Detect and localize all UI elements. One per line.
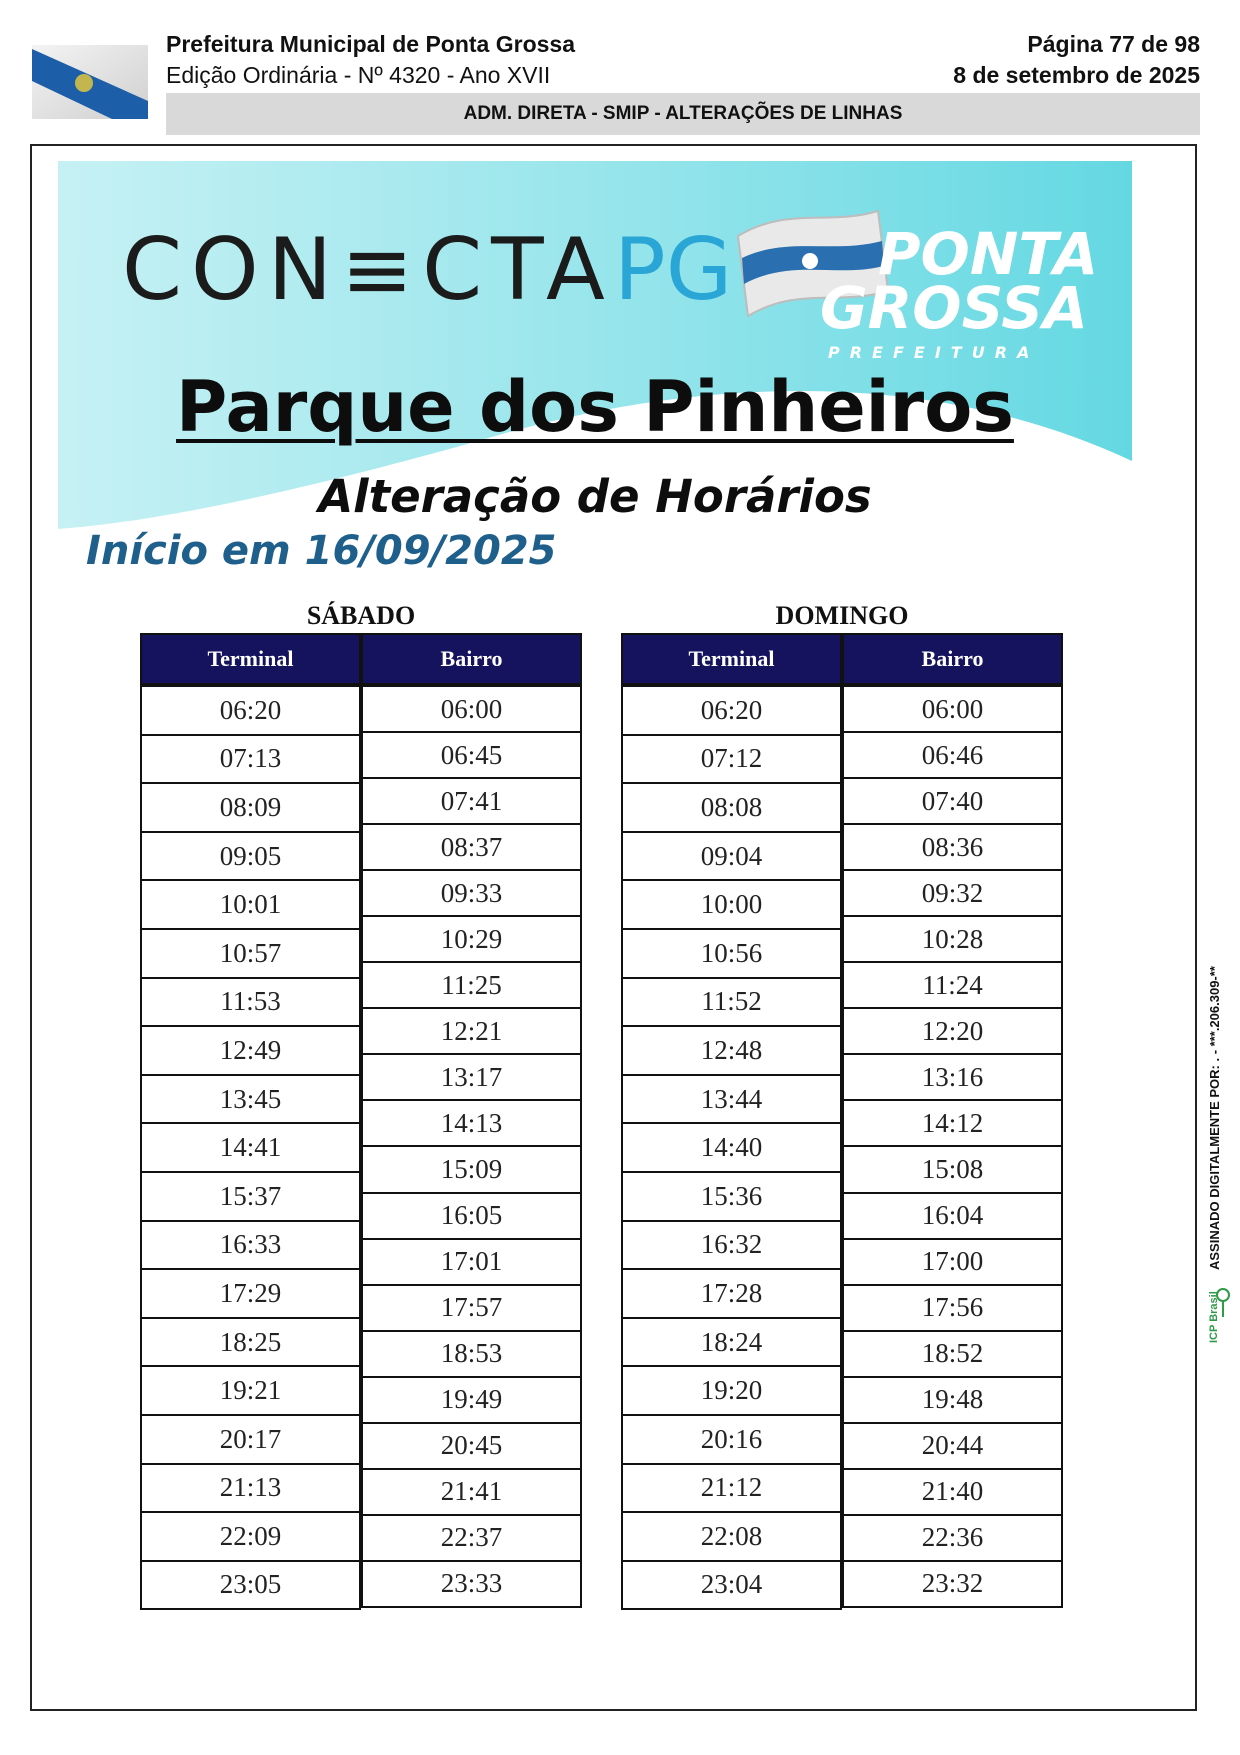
time-cell: 09:32: [844, 869, 1061, 915]
time-cell: 14:41: [142, 1122, 359, 1171]
time-cell: 06:45: [363, 731, 580, 777]
column-body: [621, 685, 842, 1610]
column-header: Terminal: [140, 633, 361, 685]
logo-text-grossa: GROSSA: [820, 274, 1088, 342]
time-cell: 22:36: [844, 1514, 1061, 1560]
time-cell: 15:36: [623, 1171, 840, 1220]
time-cell: 12:21: [363, 1007, 580, 1053]
bairro-column: [842, 633, 1063, 1610]
time-cell: 19:21: [142, 1365, 359, 1414]
terminal-column: [140, 633, 361, 1610]
time-cell: 06:20: [142, 685, 359, 734]
terminal-column: [621, 633, 842, 1610]
column-body: [140, 685, 361, 1610]
column-header: Terminal: [621, 633, 842, 685]
time-cell: 17:00: [844, 1238, 1061, 1284]
ponta-grossa-logo: [728, 196, 1108, 376]
signature-text: ASSINADO DIGITALMENTE POR: . - ***.206.309-**: [1207, 966, 1222, 1270]
time-cell: 10:00: [623, 879, 840, 928]
conecta-pg-wordmark: PG: [613, 220, 733, 320]
time-cell: 13:16: [844, 1053, 1061, 1099]
time-cell: 23:05: [142, 1560, 359, 1609]
time-cell: 17:01: [363, 1238, 580, 1284]
time-cell: 16:05: [363, 1192, 580, 1238]
publisher-title: Prefeitura Municipal de Ponta Grossa: [166, 31, 575, 57]
time-cell: 06:00: [844, 685, 1061, 731]
time-cell: 19:20: [623, 1365, 840, 1414]
time-cell: 14:40: [623, 1122, 840, 1171]
time-cell: 18:52: [844, 1330, 1061, 1376]
time-cell: 07:12: [623, 734, 840, 783]
time-cell: 12:49: [142, 1025, 359, 1074]
column-body: [361, 685, 582, 1608]
time-cell: 18:24: [623, 1317, 840, 1366]
column-header: Bairro: [842, 633, 1063, 685]
time-cell: 21:13: [142, 1463, 359, 1512]
edition-info: Edição Ordinária - Nº 4320 - Ano XVII: [166, 62, 551, 88]
time-cell: 12:20: [844, 1007, 1061, 1053]
time-cell: 17:29: [142, 1268, 359, 1317]
time-cell: 11:25: [363, 961, 580, 1007]
time-cell: 18:53: [363, 1330, 580, 1376]
time-cell: 20:16: [623, 1414, 840, 1463]
schedule-sunday: [621, 599, 1063, 1610]
time-cell: 06:20: [623, 685, 840, 734]
time-cell: 10:01: [142, 879, 359, 928]
time-cell: 06:46: [844, 731, 1061, 777]
time-cell: 21:41: [363, 1468, 580, 1514]
time-cell: 15:09: [363, 1145, 580, 1191]
time-cell: 11:24: [844, 961, 1061, 1007]
time-cell: 06:00: [363, 685, 580, 731]
time-cell: 20:45: [363, 1422, 580, 1468]
time-cell: 16:33: [142, 1220, 359, 1269]
time-cell: 14:13: [363, 1099, 580, 1145]
time-cell: 20:17: [142, 1414, 359, 1463]
column-body: [842, 685, 1063, 1608]
time-cell: 19:49: [363, 1376, 580, 1422]
bairro-column: [361, 633, 582, 1610]
section-bar: [166, 93, 1200, 135]
section-title: ADM. DIRETA - SMIP - ALTERAÇÕES DE LINHAS: [463, 103, 903, 124]
logo-text-ponta: PONTA: [878, 220, 1099, 288]
icp-brasil-logo: [1205, 1285, 1233, 1345]
time-cell: 10:57: [142, 928, 359, 977]
time-cell: 17:56: [844, 1284, 1061, 1330]
icp-label: ICP Brasil: [1208, 1291, 1220, 1343]
time-cell: 21:12: [623, 1463, 840, 1512]
start-date: Início em 16/09/2025: [86, 528, 557, 574]
time-cell: 22:08: [623, 1511, 840, 1560]
time-cell: 10:28: [844, 915, 1061, 961]
logo-text-prefeitura: PREFEITURA: [828, 343, 1040, 362]
publication-date: 8 de setembro de 2025: [953, 62, 1200, 88]
schedule-heading: SÁBADO: [306, 601, 416, 630]
time-cell: 10:56: [623, 928, 840, 977]
time-cell: 15:08: [844, 1145, 1061, 1191]
conectapg-logo: [122, 220, 732, 320]
time-cell: 08:09: [142, 782, 359, 831]
time-cell: 22:37: [363, 1514, 580, 1560]
column-header: Bairro: [361, 633, 582, 685]
time-cell: 09:05: [142, 831, 359, 880]
time-cell: 08:08: [623, 782, 840, 831]
time-cell: 13:17: [363, 1053, 580, 1099]
time-cell: 11:53: [142, 977, 359, 1026]
schedule-heading: DOMINGO: [775, 601, 909, 630]
time-cell: 11:52: [623, 977, 840, 1026]
time-cell: 19:48: [844, 1376, 1061, 1422]
time-cell: 17:57: [363, 1284, 580, 1330]
time-cell: 12:48: [623, 1025, 840, 1074]
time-cell: 08:37: [363, 823, 580, 869]
time-cell: 13:44: [623, 1074, 840, 1123]
page-subtitle: Alteração de Horários: [318, 470, 872, 523]
icp-key-icon: [1205, 1285, 1233, 1345]
time-cell: 15:37: [142, 1171, 359, 1220]
schedule-saturday: [140, 599, 582, 1610]
time-cell: 23:33: [363, 1560, 580, 1606]
page-title: Parque dos Pinheiros: [176, 366, 1014, 448]
time-cell: 07:41: [363, 777, 580, 823]
time-cell: 13:45: [142, 1074, 359, 1123]
page-number: Página 77 de 98: [1027, 31, 1200, 57]
time-cell: 09:04: [623, 831, 840, 880]
time-cell: 18:25: [142, 1317, 359, 1366]
city-flag-logo: [32, 45, 148, 119]
time-cell: 14:12: [844, 1099, 1061, 1145]
time-cell: 07:40: [844, 777, 1061, 823]
conecta-wordmark: CON≡CTA: [122, 220, 614, 320]
time-cell: 23:04: [623, 1560, 840, 1609]
time-cell: 23:32: [844, 1560, 1061, 1606]
time-cell: 16:04: [844, 1192, 1061, 1238]
time-cell: 07:13: [142, 734, 359, 783]
time-cell: 22:09: [142, 1511, 359, 1560]
time-cell: 09:33: [363, 869, 580, 915]
time-cell: 17:28: [623, 1268, 840, 1317]
time-cell: 21:40: [844, 1468, 1061, 1514]
time-cell: 08:36: [844, 823, 1061, 869]
time-cell: 10:29: [363, 915, 580, 961]
time-cell: 16:32: [623, 1220, 840, 1269]
time-cell: 20:44: [844, 1422, 1061, 1468]
